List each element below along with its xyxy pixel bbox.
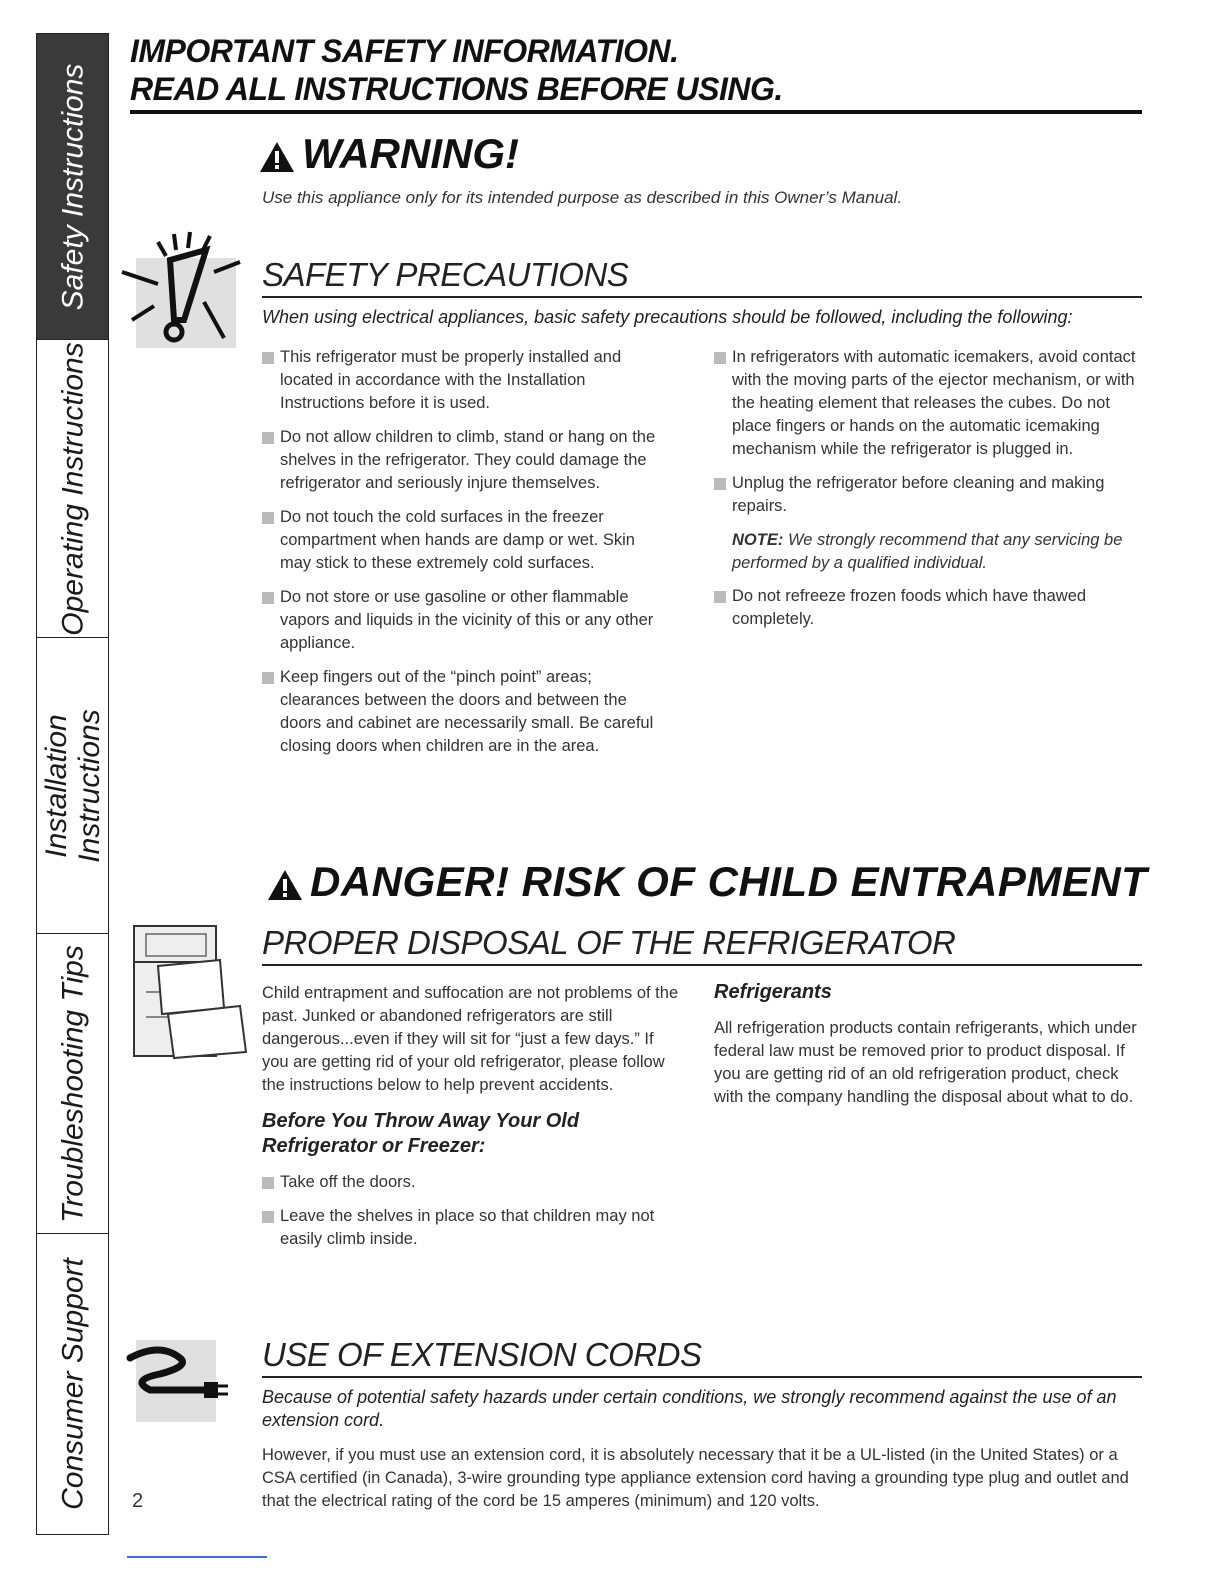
extension-paragraph: However, if you must use an extension cord, it is absolutely necessary that it be a UL-listed (in the United States) or a CSA certified (in Canada), 3-wire grounding type appliance extension cord having a grounding type plug and outlet and that the electrical rating of the cord be 15 amperes (minimum) and 120 volts. (262, 1446, 1129, 1510)
refrigerator-icon (128, 922, 258, 1062)
list-item: In refrigerators with automatic icemakers, avoid contact with the moving parts of the ejector mechanism, or with the heating element that releases the cubes. Do not place fingers or hands on the automatic icemaking mechanism while the refrigerator is plugged in. (712, 346, 1142, 461)
tab-label: Consumer Support (56, 1258, 89, 1510)
tab-operating-instructions[interactable] (37, 340, 108, 638)
title-line-1: IMPORTANT SAFETY INFORMATION. (130, 33, 679, 69)
section-divider (262, 296, 1142, 298)
tab-label: Operating Instructions (56, 341, 89, 636)
tab-safety-instructions[interactable] (37, 34, 108, 340)
extension-cords-text (262, 1444, 1152, 1521)
tab-label: Safety Instructions (56, 63, 89, 310)
refrigerants-title: Refrigerants (714, 981, 832, 1003)
refrigerants-text: All refrigeration products contain refrigerants, which under federal law must be removed prior to product disposal. If you are getting rid of an old refrigeration product, check with the company handling the disposal about what to do. (714, 1019, 1137, 1106)
tab-troubleshooting-tips[interactable] (37, 934, 108, 1234)
warning-heading-text: WARNING! (302, 130, 519, 177)
title-line-2: READ ALL INSTRUCTIONS BEFORE USING. (130, 71, 783, 107)
note-label: NOTE: (732, 531, 784, 549)
section-divider (262, 964, 1142, 966)
exclamation-alert-icon (118, 228, 248, 350)
disposal-subhead: Before You Throw Away Your Old Refrigerator or Freezer: (262, 1110, 580, 1157)
tab-consumer-support[interactable] (37, 1234, 108, 1534)
note (712, 529, 1142, 575)
danger-heading-text: DANGER! RISK OF CHILD ENTRAPMENT (310, 858, 1148, 905)
tab-installation-instructions[interactable] (37, 638, 108, 934)
list-item: Do not store or use gasoline or other flammable vapors and liquids in the vicinity of this or any other appliance. (260, 586, 670, 655)
list-item: Do not touch the cold surfaces in the freezer compartment when hands are damp or wet. Skin may stick to these extremely cold surfaces. (260, 506, 670, 575)
warning-heading (258, 130, 519, 178)
extension-cord-icon (120, 1336, 238, 1426)
note-text: We strongly recommend that any servicing be performed by a qualified individual. (732, 531, 1123, 572)
safety-precautions-intro: When using electrical appliances, basic safety precautions should be followed, including the following: (262, 307, 1073, 327)
header-divider (130, 110, 1142, 114)
list-item: Keep fingers out of the “pinch point” areas; clearances between the doors and between the doors and cabinet are necessarily small. Be careful closing doors when children are in the area. (260, 666, 670, 758)
list-item: Leave the shelves in place so that children may not easily climb inside. (260, 1205, 682, 1251)
footer-link-underline (127, 1556, 267, 1558)
tab-label: Installation Instructions (39, 708, 106, 863)
tab-label: Troubleshooting Tips (56, 944, 89, 1223)
list-item: This refrigerator must be properly installed and located in accordance with the Installation Instructions before it is used. (260, 346, 670, 415)
page-number: 2 (132, 1490, 144, 1512)
list-item: Take off the doors. (260, 1171, 682, 1194)
precautions-left-column (260, 346, 670, 769)
disposal-paragraph: Child entrapment and suffocation are not problems of the past. Junked or abandoned refrigerators are still dangerous...even if they will sit for “just a few days.” If you are getting rid of your old refrigerator, please follow the instructions below to help prevent accidents. (262, 984, 679, 1094)
extension-cords-title: USE OF EXTENSION CORDS (262, 1336, 702, 1373)
danger-heading (266, 858, 1147, 906)
warning-triangle-icon (258, 140, 296, 174)
extension-cords-intro: Because of potential safety hazards under certain conditions, we strongly recommend against the use of an extension cord. (262, 1387, 1117, 1430)
list-item: Unplug the refrigerator before cleaning and making repairs. (712, 472, 1142, 518)
page-title (130, 32, 1142, 108)
list-item: Do not allow children to climb, stand or hang on the shelves in the refrigerator. They could damage the refrigerator and seriously injure themselves. (260, 426, 670, 495)
precautions-right-column (712, 346, 1142, 642)
disposal-left-column (262, 982, 682, 1262)
section-tabs (36, 33, 109, 1535)
section-divider (262, 1376, 1142, 1378)
list-item: Do not refreeze frozen foods which have thawed completely. (712, 585, 1142, 631)
warning-triangle-icon (266, 868, 304, 902)
refrigerants-column (714, 980, 1142, 1117)
disposal-title: PROPER DISPOSAL OF THE REFRIGERATOR (262, 924, 956, 961)
safety-precautions-title: SAFETY PRECAUTIONS (262, 256, 629, 293)
warning-text: Use this appliance only for its intended purpose as described in this Owner’s Manual. (262, 188, 903, 207)
